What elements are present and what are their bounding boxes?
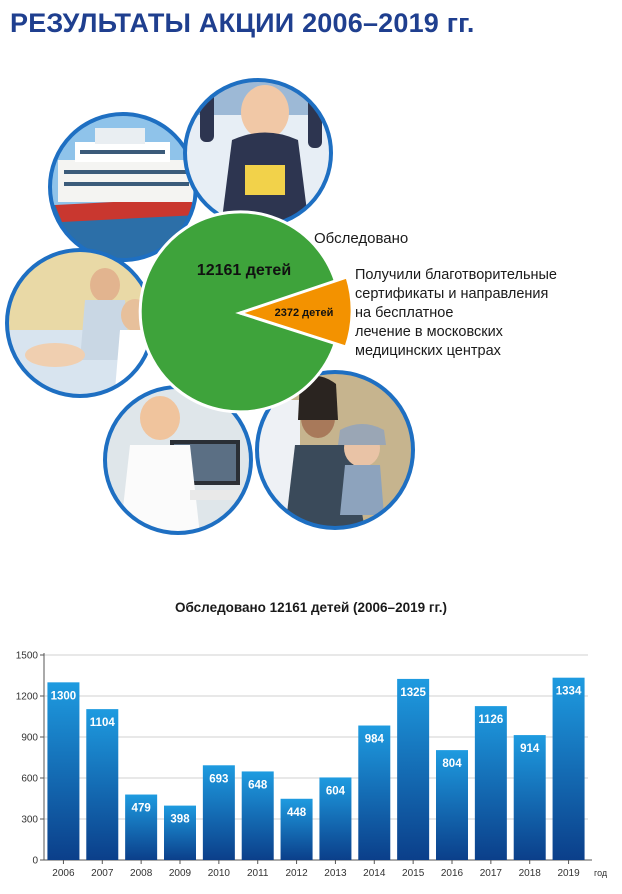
bar-value-label: 604 [325,785,346,798]
pie-certificates-value: 2372 детей [274,307,334,319]
x-tick-label: 2011 [246,868,269,879]
bar-value-label: 1325 [400,686,426,699]
y-tick-label: 300 [21,814,38,826]
certificates-label-line: медицинских центрах [355,343,501,359]
bar-value-label: 693 [209,773,229,786]
bar-value-label: 1334 [555,685,582,698]
x-tick-label: 2013 [324,868,347,879]
y-tick-label: 900 [21,732,38,744]
x-tick-label: 2019 [557,868,580,879]
x-tick-label: 2018 [518,868,541,879]
x-tick-label: 2007 [91,868,114,879]
x-tick-label: 2008 [130,868,153,879]
page-title: РЕЗУЛЬТАТЫ АКЦИИ 2006–2019 гг. [10,8,475,38]
bar-value-label: 479 [131,802,151,815]
results-infographic [0,60,622,550]
certificates-label-line: лечение в московских [355,324,503,340]
axes [40,653,592,864]
x-tick-label: 2012 [285,868,308,879]
bar-value-label: 398 [170,813,190,826]
x-tick-label: 2017 [479,868,502,879]
bar-2006 [47,682,79,860]
bar-2017 [475,706,507,860]
bar-value-label: 804 [442,758,462,771]
certificates-label-line: на бесплатное [355,305,454,321]
bar-value-label: 448 [286,806,307,819]
certificates-label-line: сертификаты и направления [355,286,549,302]
y-tick-label: 1200 [15,691,38,703]
bar-value-label: 648 [248,779,268,792]
x-tick-label: 2009 [168,868,192,879]
bar-2019 [553,678,585,860]
y-tick-label: 1500 [15,650,38,662]
x-axis-label: год [594,868,608,878]
bar-chart [0,640,622,890]
photo-boy [180,75,340,235]
pie-certificates-label [355,267,557,359]
bar-value-label: 1104 [89,717,115,730]
bars [47,678,584,860]
x-tick-label: 2010 [207,868,230,879]
pie-examined-value: 12161 детей [196,262,292,279]
x-tick-label: 2015 [402,868,425,879]
x-tick-label: 2014 [363,868,386,879]
bar-2014 [358,726,390,860]
bar-value-label: 914 [520,743,540,756]
photo-clinic [0,248,160,400]
bar-value-label: 984 [364,733,384,746]
y-tick-label: 0 [32,855,38,867]
bar-2007 [86,709,118,860]
bar-value-label: 1300 [50,690,77,703]
y-tick-label: 600 [21,773,38,785]
pie-examined-label: Обследовано [314,230,409,247]
x-tick-label: 2006 [52,868,75,879]
certificates-label-line: Получили благотворительные [355,267,557,283]
x-tick-label: 2016 [440,868,464,879]
chart-title: Обследовано 12161 детей (2006–2019 гг.) [175,600,447,615]
bar-value-label: 1126 [478,714,504,727]
bar-2015 [397,679,429,860]
